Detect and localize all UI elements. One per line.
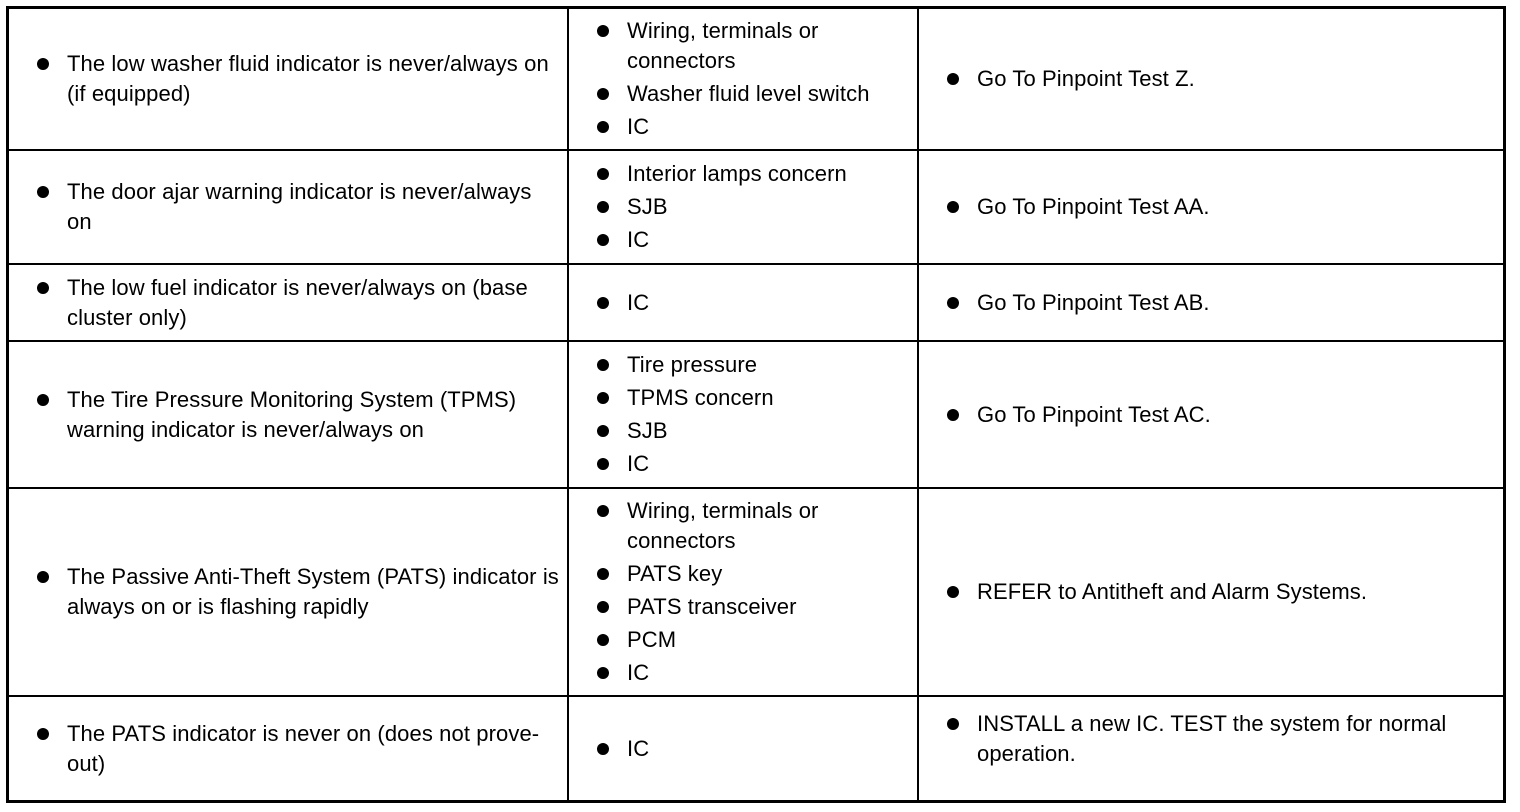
possible-source-item: IC bbox=[593, 734, 911, 764]
bullet-icon bbox=[37, 728, 49, 740]
bullet-icon bbox=[597, 168, 609, 180]
possible-source-item: PATS key bbox=[593, 559, 911, 589]
bullet-icon bbox=[37, 282, 49, 294]
bullet-icon bbox=[597, 743, 609, 755]
bullet-icon bbox=[597, 634, 609, 646]
condition-cell bbox=[9, 489, 569, 697]
possible-source-cell bbox=[569, 265, 919, 342]
bullet-icon bbox=[597, 667, 609, 679]
action-item: INSTALL a new IC. TEST the system for normal operation. bbox=[943, 709, 1483, 769]
condition-cell bbox=[9, 342, 569, 489]
action-cell bbox=[919, 151, 1503, 265]
bullet-icon bbox=[597, 234, 609, 246]
symptom-chart-table bbox=[6, 6, 1506, 803]
action-item: Go To Pinpoint Test Z. bbox=[943, 64, 1483, 94]
action-cell bbox=[919, 265, 1503, 342]
condition-item: The low washer fluid indicator is never/always on (if equipped) bbox=[33, 49, 561, 109]
action-cell bbox=[919, 342, 1503, 489]
bullet-icon bbox=[947, 718, 959, 730]
bullet-icon bbox=[597, 568, 609, 580]
possible-source-item: IC bbox=[593, 658, 911, 688]
condition-item: The Passive Anti-Theft System (PATS) indicator is always on or is flashing rapidly bbox=[33, 562, 561, 622]
bullet-icon bbox=[597, 121, 609, 133]
bullet-icon bbox=[597, 458, 609, 470]
action-cell bbox=[919, 697, 1503, 800]
possible-source-item: PCM bbox=[593, 625, 911, 655]
action-cell bbox=[919, 489, 1503, 697]
possible-source-cell bbox=[569, 489, 919, 697]
condition-item: The Tire Pressure Monitoring System (TPMS) warning indicator is never/always on bbox=[33, 385, 561, 445]
possible-source-item: IC bbox=[593, 225, 911, 255]
possible-source-item: Washer fluid level switch bbox=[593, 79, 911, 109]
condition-item: The door ajar warning indicator is never/always on bbox=[33, 177, 561, 237]
bullet-icon bbox=[597, 25, 609, 37]
bullet-icon bbox=[597, 601, 609, 613]
possible-source-item: Interior lamps concern bbox=[593, 159, 911, 189]
possible-source-cell bbox=[569, 342, 919, 489]
bullet-icon bbox=[947, 409, 959, 421]
bullet-icon bbox=[37, 571, 49, 583]
condition-cell bbox=[9, 697, 569, 800]
bullet-icon bbox=[37, 394, 49, 406]
possible-source-item: PATS transceiver bbox=[593, 592, 911, 622]
bullet-icon bbox=[947, 201, 959, 213]
bullet-icon bbox=[597, 201, 609, 213]
bullet-icon bbox=[947, 586, 959, 598]
action-item: Go To Pinpoint Test AA. bbox=[943, 192, 1483, 222]
possible-source-item: IC bbox=[593, 112, 911, 142]
bullet-icon bbox=[597, 359, 609, 371]
possible-source-cell bbox=[569, 9, 919, 151]
bullet-icon bbox=[37, 58, 49, 70]
possible-source-cell bbox=[569, 151, 919, 265]
possible-source-item: Wiring, terminals or connectors bbox=[593, 16, 911, 76]
bullet-icon bbox=[947, 73, 959, 85]
bullet-icon bbox=[597, 425, 609, 437]
condition-cell bbox=[9, 151, 569, 265]
possible-source-item: SJB bbox=[593, 192, 911, 222]
bullet-icon bbox=[947, 297, 959, 309]
bullet-icon bbox=[37, 186, 49, 198]
bullet-icon bbox=[597, 297, 609, 309]
condition-cell bbox=[9, 265, 569, 342]
possible-source-item: TPMS concern bbox=[593, 383, 911, 413]
bullet-icon bbox=[597, 505, 609, 517]
condition-cell bbox=[9, 9, 569, 151]
action-item: REFER to Antitheft and Alarm Systems. bbox=[943, 577, 1483, 607]
condition-item: The PATS indicator is never on (does not prove-out) bbox=[33, 719, 561, 779]
action-item: Go To Pinpoint Test AB. bbox=[943, 288, 1483, 318]
condition-item: The low fuel indicator is never/always on (base cluster only) bbox=[33, 273, 561, 333]
bullet-icon bbox=[597, 88, 609, 100]
action-cell bbox=[919, 9, 1503, 151]
possible-source-item: IC bbox=[593, 449, 911, 479]
bullet-icon bbox=[597, 392, 609, 404]
possible-source-cell bbox=[569, 697, 919, 800]
action-item: Go To Pinpoint Test AC. bbox=[943, 400, 1483, 430]
possible-source-item: IC bbox=[593, 288, 911, 318]
possible-source-item: SJB bbox=[593, 416, 911, 446]
possible-source-item: Tire pressure bbox=[593, 350, 911, 380]
possible-source-item: Wiring, terminals or connectors bbox=[593, 496, 911, 556]
